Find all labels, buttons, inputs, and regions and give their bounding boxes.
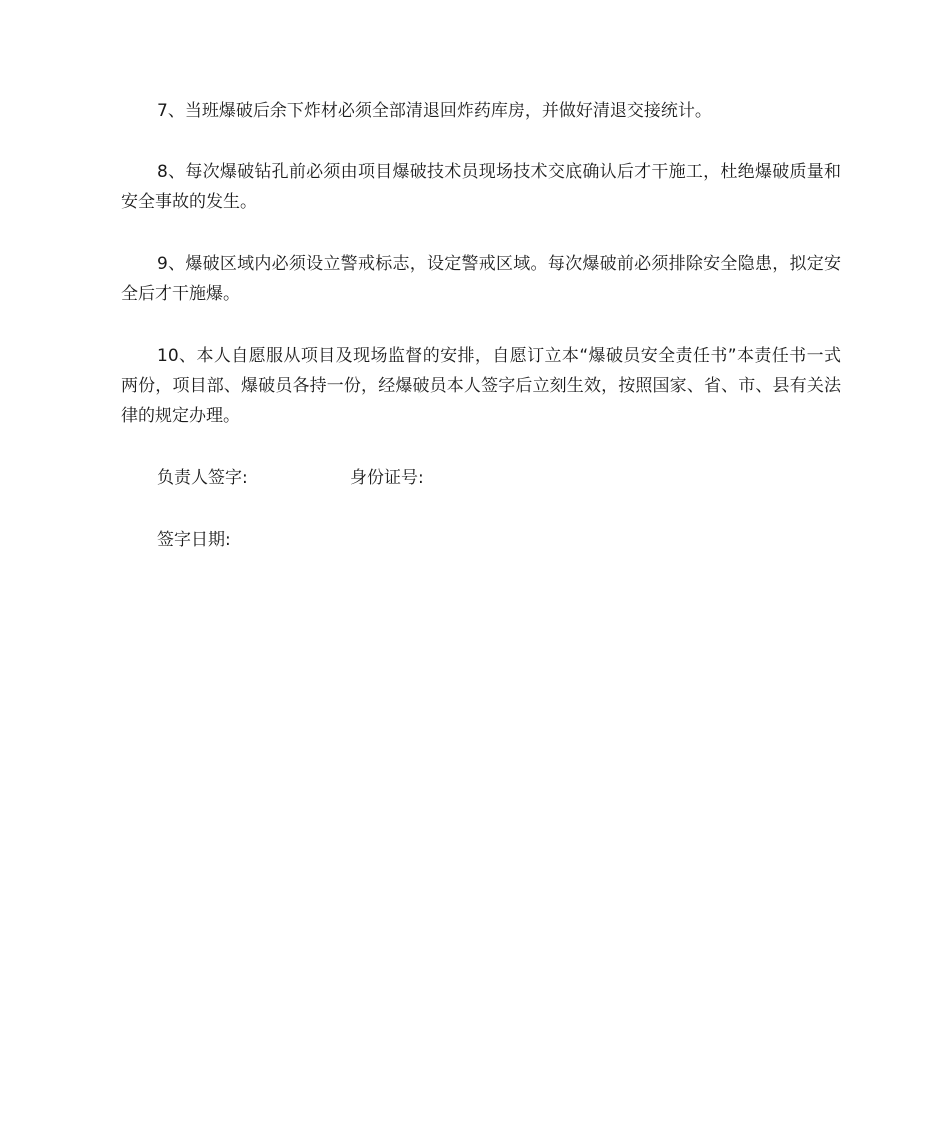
clause-8: 8、每次爆破钻孔前必须由项目爆破技术员现场技术交底确认后才干施工，杜绝爆破质量和安全事故的发生。 [121,162,841,212]
date-row [121,525,841,555]
signature-row [121,463,841,493]
document-page [121,96,841,587]
clause-9: 9、爆破区域内必须设立警戒标志，设定警戒区域。每次爆破前必须排除安全隐患，拟定安全后才干施爆。 [121,254,841,304]
signer-label: 负责人签字: [157,468,248,488]
clause-10: 10、本人自愿服从项目及现场监督的安排，自愿订立本“爆破员安全责任书”本责任书一式两份，项目部、爆破员各持一份，经爆破员本人签字后立刻生效，按照国家、省、市、县有关法律的规定办理。 [121,346,841,426]
signing-date-label: 签字日期: [157,530,231,550]
clause-7: 7、当班爆破后余下炸材必须全部清退回炸药库房，并做好清退交接统计。 [157,101,712,121]
id-number-label: 身份证号: [350,468,424,488]
